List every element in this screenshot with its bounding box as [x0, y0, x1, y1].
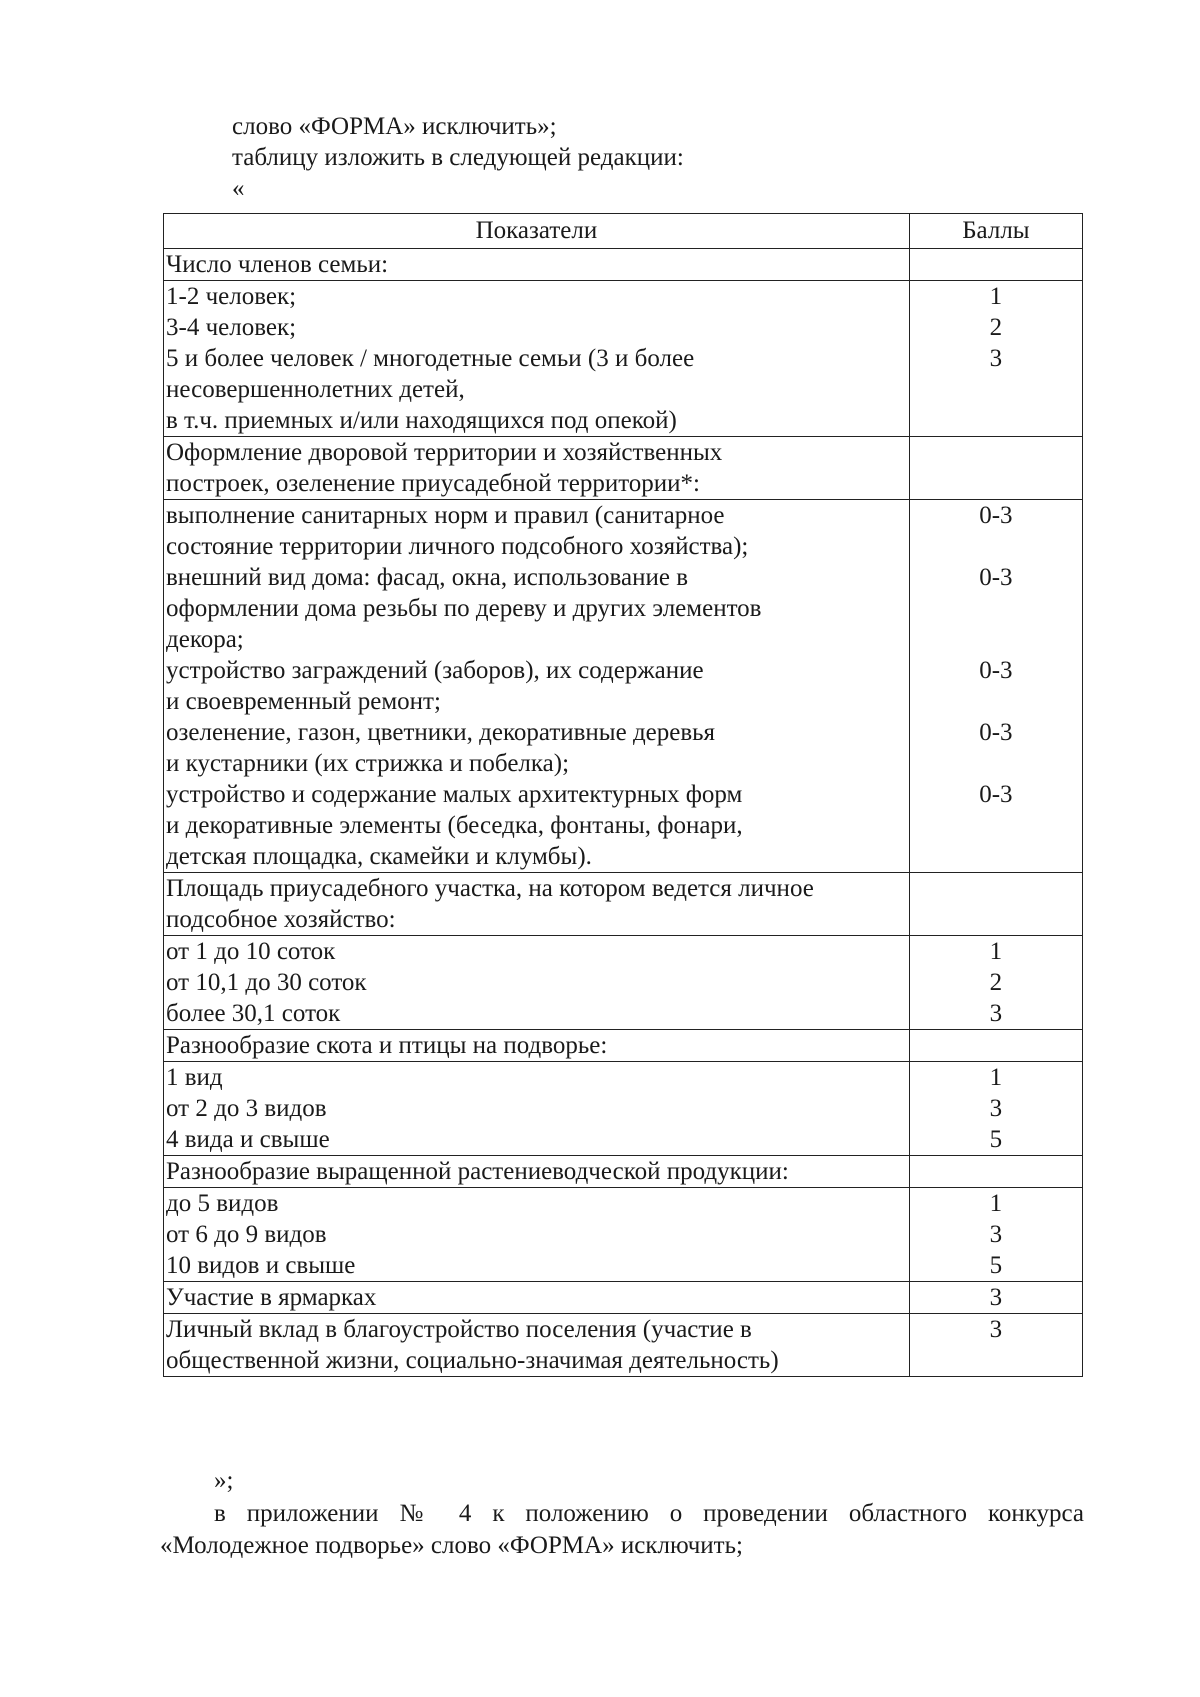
table-row	[164, 249, 1083, 281]
table-row	[164, 1314, 1083, 1377]
paragraph-line-1: в приложении № 4 к положению о проведении областного конкурса	[214, 1500, 1084, 1527]
indicator-line: 1-2 человек;	[166, 283, 297, 310]
indicator-line: озеленение, газон, цветники, декоративные деревья	[166, 719, 716, 746]
indicator-line: от 1 до 10 соток	[166, 938, 336, 965]
points-cell	[909, 249, 1082, 281]
points-cell	[909, 1062, 1082, 1156]
indicator-line: Личный вклад в благоустройство поселения (участие в	[166, 1316, 752, 1343]
points-value	[912, 748, 1080, 779]
indicator-cell	[164, 1030, 910, 1062]
indicator-cell	[164, 281, 910, 437]
points-cell	[909, 1156, 1082, 1188]
points-value: 3	[989, 1000, 1003, 1027]
points-value: 0-3	[979, 657, 1013, 684]
points-value	[912, 686, 1080, 717]
table-row	[164, 1030, 1083, 1062]
points-value: 0-3	[979, 502, 1013, 529]
points-value: 1	[989, 1064, 1003, 1091]
indicator-line: декора;	[166, 626, 244, 653]
points-value	[912, 531, 1080, 562]
criteria-table	[163, 213, 1083, 1377]
close-quote: »;	[214, 1467, 234, 1494]
table-row	[164, 437, 1083, 500]
indicator-line: от 10,1 до 30 соток	[166, 969, 367, 996]
points-cell	[909, 1282, 1082, 1314]
indicator-line: 5 и более человек / многодетные семьи (3 и более	[166, 345, 695, 372]
table-row	[164, 1062, 1083, 1156]
indicator-line: Разнообразие выращенной растениеводческой продукции:	[166, 1158, 789, 1185]
points-value: 3	[989, 1284, 1003, 1311]
indicator-line: состояние территории личного подсобного хозяйства);	[166, 533, 749, 560]
points-value: 1	[989, 283, 1003, 310]
indicator-line: устройство заграждений (заборов), их содержание	[166, 657, 704, 684]
indicator-cell	[164, 1156, 910, 1188]
table-header-row	[164, 214, 1083, 249]
points-cell	[909, 1188, 1082, 1282]
points-value: 3	[989, 345, 1003, 372]
indicator-line: более 30,1 соток	[166, 1000, 341, 1027]
indicator-cell	[164, 1282, 910, 1314]
points-cell	[909, 437, 1082, 500]
table-row	[164, 500, 1083, 873]
points-value: 1	[989, 1190, 1003, 1217]
indicator-line: и декоративные элементы (беседка, фонтаны, фонари,	[166, 812, 743, 839]
points-value: 5	[989, 1252, 1003, 1279]
table-row	[164, 1156, 1083, 1188]
indicator-cell	[164, 249, 910, 281]
points-value: 2	[989, 969, 1003, 996]
points-cell	[909, 1314, 1082, 1377]
indicator-cell	[164, 500, 910, 873]
points-value: 0-3	[979, 564, 1013, 591]
indicator-cell	[164, 437, 910, 500]
table-body	[164, 249, 1083, 1377]
points-value: 3	[989, 1316, 1003, 1343]
indicator-line: Участие в ярмарках	[166, 1284, 377, 1311]
indicator-cell	[164, 1188, 910, 1282]
intro-line-2: таблицу изложить в следующей редакции:	[232, 144, 684, 171]
indicator-line: от 2 до 3 видов	[166, 1095, 327, 1122]
paragraph-line-2: «Молодежное подворье» слово «ФОРМА» исключить;	[160, 1532, 743, 1559]
open-quote: «	[232, 175, 245, 202]
points-cell	[909, 500, 1082, 873]
points-value: 2	[989, 314, 1003, 341]
indicator-line: 4 вида и свыше	[166, 1126, 330, 1153]
points-cell	[909, 281, 1082, 437]
header-indicators: Показатели	[164, 214, 910, 249]
indicator-line: Число членов семьи:	[166, 251, 389, 278]
indicator-cell	[164, 1062, 910, 1156]
indicator-cell	[164, 873, 910, 936]
indicator-line: Оформление дворовой территории и хозяйственных	[166, 439, 723, 466]
indicator-line: построек, озеленение приусадебной территории*:	[166, 470, 700, 497]
points-cell	[909, 1030, 1082, 1062]
table-row	[164, 1188, 1083, 1282]
table-row	[164, 873, 1083, 936]
table-row	[164, 281, 1083, 437]
points-value: 1	[989, 938, 1003, 965]
indicator-line: 10 видов и свыше	[166, 1252, 356, 1279]
indicator-cell	[164, 1314, 910, 1377]
indicator-cell	[164, 936, 910, 1030]
indicator-line: от 6 до 9 видов	[166, 1221, 327, 1248]
points-value	[912, 593, 1080, 624]
points-value: 0-3	[979, 719, 1013, 746]
points-value: 5	[989, 1126, 1003, 1153]
points-cell	[909, 936, 1082, 1030]
indicator-line: в т.ч. приемных и/или находящихся под опекой)	[166, 407, 677, 434]
indicator-line: 1 вид	[166, 1064, 223, 1091]
indicator-line: несовершеннолетних детей,	[166, 376, 465, 403]
indicator-line: Площадь приусадебного участка, на котором ведется личное	[166, 875, 814, 902]
indicator-line: устройство и содержание малых архитектурных форм	[166, 781, 743, 808]
indicator-line: 3-4 человек;	[166, 314, 297, 341]
points-value	[912, 624, 1080, 655]
table-row	[164, 936, 1083, 1030]
indicator-line: и своевременный ремонт;	[166, 688, 441, 715]
indicator-line: оформлении дома резьбы по дереву и других элементов	[166, 595, 762, 622]
points-value: 0-3	[979, 781, 1013, 808]
header-points: Баллы	[909, 214, 1082, 249]
indicator-line: подсобное хозяйство:	[166, 906, 396, 933]
indicator-line: и кустарники (их стрижка и побелка);	[166, 750, 570, 777]
intro-line-1: слово «ФОРМА» исключить»;	[232, 113, 557, 140]
indicator-line: общественной жизни, социально-значимая деятельность)	[166, 1347, 779, 1374]
indicator-line: внешний вид дома: фасад, окна, использование в	[166, 564, 688, 591]
points-value: 3	[989, 1095, 1003, 1122]
indicator-line: Разнообразие скота и птицы на подворье:	[166, 1032, 608, 1059]
indicator-line: выполнение санитарных норм и правил (санитарное	[166, 502, 725, 529]
points-value: 3	[989, 1221, 1003, 1248]
indicator-line: до 5 видов	[166, 1190, 279, 1217]
table-row	[164, 1282, 1083, 1314]
indicator-line: детская площадка, скамейки и клумбы).	[166, 843, 592, 870]
criteria-table-container	[163, 213, 1083, 1377]
points-cell	[909, 873, 1082, 936]
